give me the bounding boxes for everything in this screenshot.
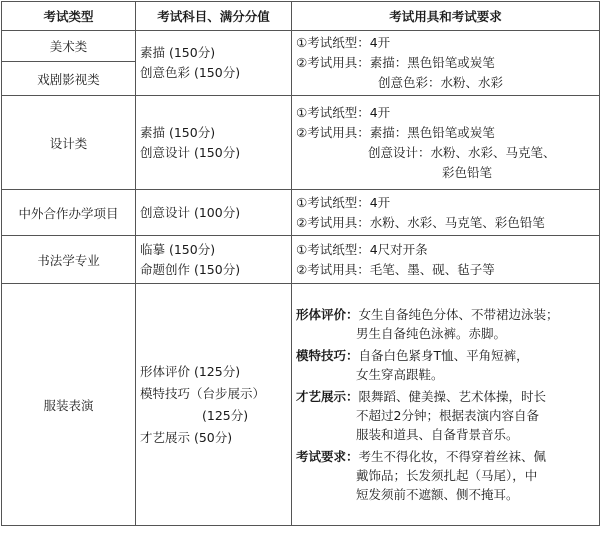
- subject-line: 命题创作 (150分): [140, 261, 241, 277]
- req-label: 模特技巧：: [296, 348, 359, 363]
- subjects-fashion: [136, 284, 292, 526]
- req-block-body: [296, 305, 595, 343]
- req-line: ①考试纸型：4尺对开条: [296, 241, 428, 257]
- category-design: 设计类: [2, 96, 136, 190]
- req-line: 男生自备纯色泳裤。赤脚。: [356, 326, 507, 341]
- req-line: 创意设计：水粉、水彩、马克笔、: [368, 144, 556, 160]
- req-line: 服装和道具、自备背景音乐。: [356, 427, 519, 442]
- header-tools-requirements: 考试用具和考试要求: [292, 2, 600, 31]
- subject-line: 创意色彩 (150分): [140, 65, 241, 80]
- requirements-design: [292, 96, 600, 190]
- requirements-art: [292, 31, 600, 96]
- req-label: 才艺展示：: [296, 389, 359, 404]
- table-row-design: [2, 96, 600, 190]
- subject-line: 临摹 (150分): [140, 241, 216, 257]
- category-art: 美术类: [2, 31, 136, 62]
- req-line: ②考试用具：素描：黑色铅笔或炭笔: [296, 55, 495, 70]
- subject-line: 素描 (150分): [140, 45, 216, 60]
- req-block-exam: [296, 447, 595, 504]
- table-header-row: [2, 2, 600, 31]
- req-line: 考生不得化妆，不得穿着丝袜、佩: [358, 449, 547, 464]
- requirements-fashion: [292, 284, 600, 526]
- table-row-art: [2, 31, 600, 62]
- subject-line: (125分): [202, 407, 249, 423]
- requirements-coop: [292, 190, 600, 236]
- header-exam-type: 考试类型: [2, 2, 136, 31]
- category-calligraphy: 书法学专业: [2, 236, 136, 284]
- subjects-calligraphy: [136, 236, 292, 284]
- req-line: 限舞蹈、健美操、艺术体操，时长: [358, 389, 547, 404]
- req-line: 女生穿高跟鞋。: [356, 367, 444, 382]
- req-line: 女生自备纯色分体、不带裙边泳装；: [358, 307, 559, 322]
- req-line: ②考试用具：毛笔、墨、砚、毡子等: [296, 261, 495, 277]
- category-drama: 戏剧影视类: [2, 62, 136, 96]
- subjects-art: [136, 31, 292, 96]
- category-coop: 中外合作办学项目: [2, 190, 136, 236]
- req-label: 考试要求：: [296, 449, 359, 464]
- table-row-fashion: [2, 284, 600, 526]
- subject-line: 创意设计 (150分): [140, 144, 241, 160]
- exam-requirements-table: [1, 1, 600, 526]
- req-line: 不超过2分钟；根据表演内容自备: [356, 408, 539, 423]
- req-label: 形体评价：: [296, 307, 359, 322]
- req-line: ②考试用具：素描：黑色铅笔或炭笔: [296, 124, 495, 140]
- req-block-talent: [296, 387, 595, 444]
- req-block-model: [296, 346, 595, 384]
- category-fashion: 服装表演: [2, 284, 136, 526]
- subjects-design: [136, 96, 292, 190]
- req-line: ①考试纸型：4开: [296, 104, 391, 120]
- subject-line: 素描 (150分): [140, 124, 216, 140]
- table-row-coop: [2, 190, 600, 236]
- subject-line: 形体评价 (125分): [140, 363, 241, 379]
- req-line: 彩色铅笔: [442, 164, 493, 180]
- req-line: ①考试纸型：4开: [296, 194, 391, 210]
- subject-line: 模特技巧（台步展示）: [140, 385, 266, 401]
- req-line: 创意色彩：水粉、水彩: [378, 75, 504, 90]
- req-line: ①考试纸型：4开: [296, 35, 391, 50]
- req-line: 自备白色紧身T恤、平角短裤，: [358, 348, 529, 363]
- subject-line: 才艺展示 (50分): [140, 429, 233, 445]
- req-line: ②考试用具：水粉、水彩、马克笔、彩色铅笔: [296, 214, 545, 230]
- header-subjects-scores: 考试科目、满分分值: [136, 2, 292, 31]
- req-line: 戴饰品；长发须扎起（马尾），中: [356, 468, 538, 483]
- subject-line: 创意设计 (100分): [140, 204, 241, 220]
- subjects-coop: [136, 190, 292, 236]
- requirements-calligraphy: [292, 236, 600, 284]
- table-row-calligraphy: [2, 236, 600, 284]
- req-line: 短发须前不遮额、侧不掩耳。: [356, 487, 519, 502]
